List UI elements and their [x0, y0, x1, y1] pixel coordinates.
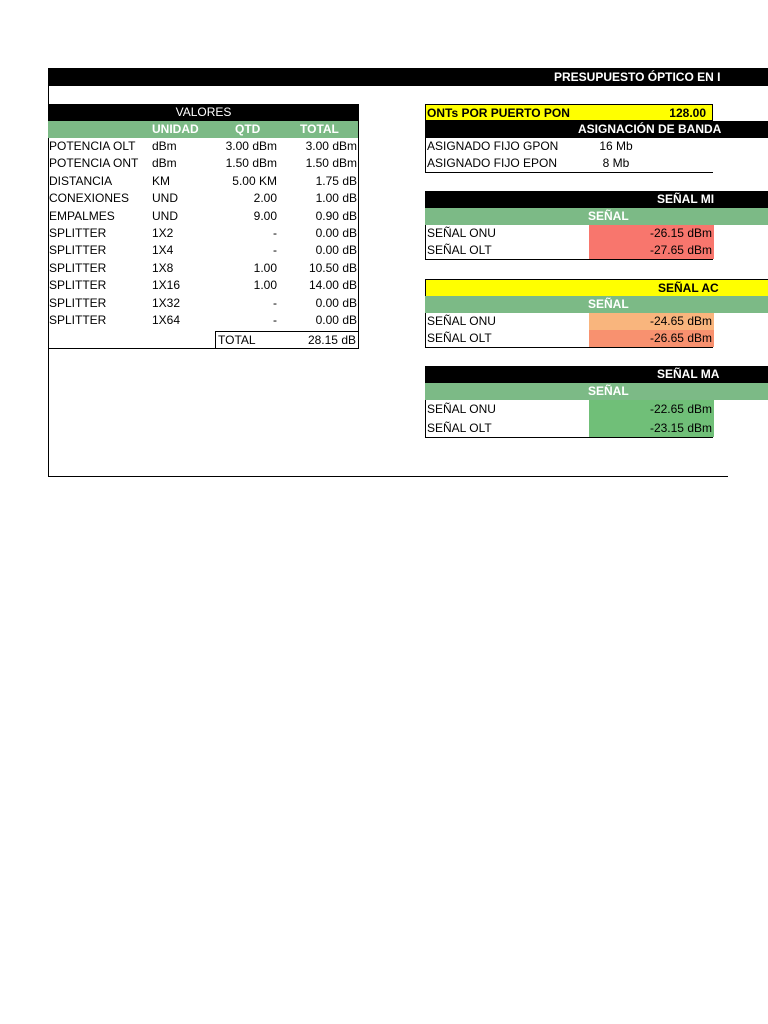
row-name: SPLITTER: [49, 226, 107, 240]
column-header-unidad: UNIDAD: [152, 122, 199, 136]
row-qtd: 5.00 KM: [232, 173, 277, 188]
total-value: 28.15 dB: [307, 333, 356, 347]
row-unidad: dBm: [152, 156, 177, 171]
asignacion-table: [425, 138, 713, 173]
asignacion-value: 8 Mb: [602, 156, 630, 170]
senal-value: -24.65 dBm: [589, 313, 714, 330]
asignacion-label: ASIGNADO FIJO EPON: [427, 156, 558, 170]
row-total: 0.00 dB: [315, 243, 357, 258]
row-name: SPLITTER: [49, 243, 107, 258]
row-qtd: 1.00: [253, 278, 277, 293]
valores-header-label: VALORES: [175, 105, 232, 119]
row-qtd: -: [273, 313, 277, 327]
asignacion-row: [426, 138, 714, 155]
row-total: 1.75 dB: [315, 173, 357, 188]
senal-subheader: [425, 383, 768, 400]
asignacion-row: [426, 155, 714, 172]
senal-section-header: [425, 191, 768, 208]
asignacion-header-label: ASIGNACIÓN DE BANDA: [578, 122, 722, 136]
senal-value: -26.15 dBm: [589, 225, 714, 242]
senal-value: -27.65 dBm: [589, 242, 714, 258]
row-unidad: 1X4: [152, 243, 174, 258]
column-header-total: TOTAL: [300, 122, 339, 136]
row-unidad: 1X2: [152, 226, 174, 240]
senal-row: [425, 419, 713, 438]
row-name: EMPALMES: [49, 208, 115, 223]
row-name: POTENCIA ONT: [49, 156, 139, 171]
row-total: 0.00 dB: [315, 295, 357, 310]
senal-label: SEÑAL ONU: [427, 402, 496, 416]
row-unidad: KM: [152, 173, 170, 188]
row-total: 0.00 dB: [315, 226, 357, 240]
asignacion-value: 16 Mb: [599, 139, 633, 153]
row-qtd: -: [273, 226, 277, 240]
row-unidad: 1X16: [152, 278, 181, 293]
senal-section-header: [425, 279, 768, 296]
page-title: PRESUPUESTO ÓPTICO EN I: [554, 70, 721, 84]
row-name: POTENCIA OLT: [49, 139, 136, 153]
row-unidad: 1X8: [152, 260, 174, 275]
senal-section-header: [425, 366, 768, 383]
row-name: CONEXIONES: [49, 191, 130, 206]
senal-subheader: [425, 208, 768, 225]
senal-label: SEÑAL ONU: [427, 314, 496, 328]
senal-subheader-label: SEÑAL: [588, 297, 629, 311]
senal-label: SEÑAL OLT: [427, 243, 492, 258]
senal-row: [425, 400, 713, 419]
total-label: TOTAL: [218, 333, 256, 347]
row-qtd: -: [273, 295, 277, 310]
row-qtd: 9.00: [253, 208, 277, 223]
onts-por-puerto: [425, 104, 713, 121]
row-qtd: 3.00 dBm: [225, 139, 277, 153]
onts-value: 128.00: [669, 106, 706, 120]
senal-value: -22.65 dBm: [589, 400, 714, 419]
row-unidad: 1X64: [152, 313, 181, 327]
column-header-qtd: QTD: [235, 122, 261, 136]
asignacion-label: ASIGNADO FIJO GPON: [427, 139, 559, 153]
asignacion-header: [425, 121, 768, 138]
senal-row: [425, 330, 713, 347]
row-qtd: 1.00: [253, 260, 277, 275]
senal-row: [425, 242, 713, 259]
row-qtd: 1.50 dBm: [225, 156, 277, 171]
senal-subheader-label: SEÑAL: [588, 384, 629, 398]
row-unidad: UND: [152, 191, 178, 206]
row-unidad: 1X32: [152, 295, 181, 310]
senal-subheader-label: SEÑAL: [588, 209, 629, 223]
row-total: 14.00 dB: [308, 278, 357, 293]
senal-subheader: [425, 296, 768, 313]
senal-label: SEÑAL ONU: [427, 226, 496, 240]
row-total: 3.00 dBm: [305, 139, 357, 153]
row-name: SPLITTER: [49, 260, 107, 275]
senal-value: -23.15 dBm: [589, 419, 714, 437]
row-total: 0.90 dB: [315, 208, 357, 223]
senal-section-title: SEÑAL AC: [658, 281, 719, 295]
row-name: SPLITTER: [49, 295, 107, 310]
senal-section-title: SEÑAL MA: [657, 367, 720, 381]
row-name: DISTANCIA: [49, 173, 113, 188]
senal-label: SEÑAL OLT: [427, 421, 492, 435]
row-qtd: -: [273, 243, 277, 258]
senal-value: -26.65 dBm: [589, 330, 714, 346]
senal-row: [425, 313, 713, 330]
senal-section-title: SEÑAL MI: [657, 192, 715, 206]
senal-row: [425, 225, 713, 242]
row-unidad: UND: [152, 208, 178, 223]
row-total: 0.00 dB: [315, 313, 357, 327]
onts-label: ONTs POR PUERTO PON: [427, 106, 570, 120]
row-unidad: dBm: [152, 139, 177, 153]
row-total: 10.50 dB: [308, 260, 357, 275]
row-total: 1.00 dB: [315, 191, 357, 206]
senal-label: SEÑAL OLT: [427, 331, 492, 346]
row-name: SPLITTER: [49, 278, 107, 293]
row-qtd: 2.00: [253, 191, 277, 206]
row-name: SPLITTER: [49, 313, 107, 327]
row-total: 1.50 dBm: [305, 156, 357, 171]
